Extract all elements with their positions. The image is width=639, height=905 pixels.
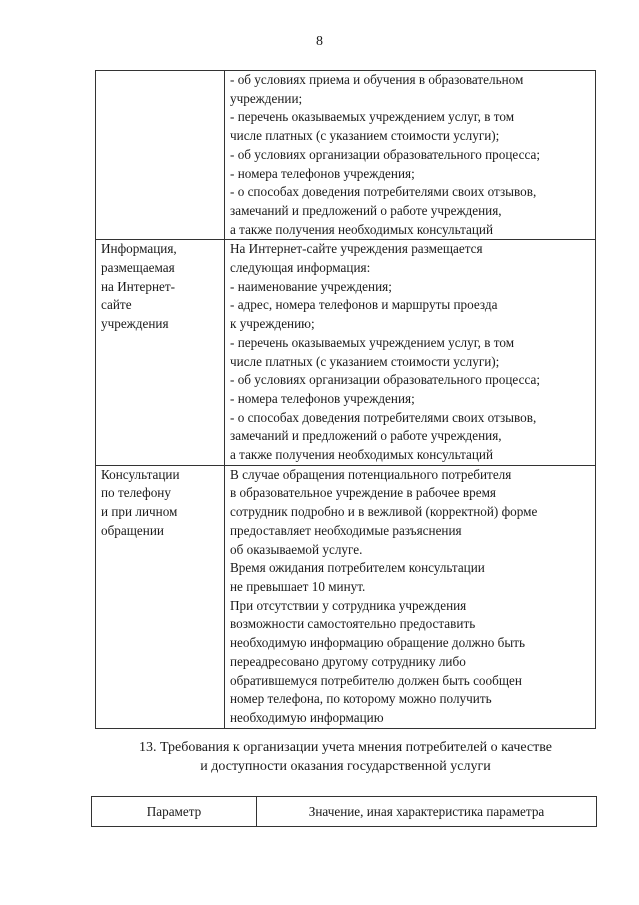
row-content bbox=[225, 240, 596, 465]
row-label bbox=[96, 465, 225, 728]
row-content bbox=[225, 71, 596, 240]
label-line: по телефону bbox=[101, 485, 171, 501]
text-line: числе платных (с указанием стоимости услуги); bbox=[230, 353, 500, 369]
text-line: в образовательное учреждение в рабочее время bbox=[230, 485, 497, 501]
text-line: предоставляет необходимые разъяснения bbox=[230, 522, 462, 538]
text-line: - номера телефонов учреждения; bbox=[230, 165, 415, 181]
text-line: Время ожидания потребителем консультации bbox=[230, 560, 485, 576]
text-line: В случае обращения потенциального потребителя bbox=[230, 466, 512, 482]
text-line: - адрес, номера телефонов и маршруты проезда bbox=[230, 297, 498, 313]
text-line: а также получения необходимых консультаций bbox=[230, 447, 494, 463]
text-line: - наименование учреждения; bbox=[230, 278, 392, 294]
text-line: - перечень оказываемых учреждением услуг, в том bbox=[230, 109, 515, 125]
heading-line: 13. Требования к организации учета мнения потребителей о качестве bbox=[139, 740, 552, 755]
text-line: номер телефона, по которому можно получить bbox=[230, 691, 492, 707]
label-line: учреждения bbox=[101, 316, 169, 332]
text-line: учреждении; bbox=[230, 90, 303, 106]
label-line: Консультации bbox=[101, 466, 180, 482]
text-line: а также получения необходимых консультаций bbox=[230, 221, 494, 237]
text-line: - об условиях приема и обучения в образовательном bbox=[230, 72, 524, 87]
row-label bbox=[96, 240, 225, 465]
text-line: об оказываемой услуге. bbox=[230, 541, 363, 557]
heading-line: и доступности оказания государственной услуги bbox=[200, 759, 491, 774]
label-line: Информация, bbox=[101, 241, 177, 257]
text-line: - перечень оказываемых учреждением услуг, в том bbox=[230, 334, 515, 350]
text-line: переадресовано другому сотруднику либо bbox=[230, 653, 466, 669]
column-header-value: Значение, иная характеристика параметра bbox=[257, 797, 597, 827]
table-row bbox=[96, 71, 596, 240]
text-line: - об условиях организации образовательного процесса; bbox=[230, 372, 540, 388]
text-line: - об условиях организации образовательного процесса; bbox=[230, 146, 540, 162]
text-line: сотрудник подробно и в вежливой (корректной) форме bbox=[230, 504, 538, 520]
text-line: возможности самостоятельно предоставить bbox=[230, 616, 476, 632]
table-row bbox=[96, 465, 596, 728]
text-line: числе платных (с указанием стоимости услуги); bbox=[230, 128, 500, 144]
label-line: и при личном bbox=[101, 504, 178, 520]
text-line: к учреждению; bbox=[230, 316, 315, 332]
text-line: замечаний и предложений о работе учреждения, bbox=[230, 428, 502, 444]
row-label bbox=[96, 71, 225, 240]
label-line: размещаемая bbox=[101, 260, 175, 276]
label-line: сайте bbox=[101, 297, 132, 313]
text-line: необходимую информацию bbox=[230, 709, 384, 725]
column-header-parameter: Параметр bbox=[92, 797, 257, 827]
text-line: следующая информация: bbox=[230, 260, 371, 276]
label-line: на Интернет- bbox=[101, 278, 176, 294]
info-table bbox=[95, 70, 596, 729]
parameter-table bbox=[91, 796, 597, 827]
table-row bbox=[96, 240, 596, 465]
label-line: обращении bbox=[101, 522, 164, 538]
table-header-row bbox=[92, 797, 597, 827]
text-line: не превышает 10 минут. bbox=[230, 578, 366, 594]
text-line: замечаний и предложений о работе учреждения, bbox=[230, 202, 502, 218]
text-line: - о способах доведения потребителями своих отзывов, bbox=[230, 409, 537, 425]
row-content bbox=[225, 465, 596, 728]
page-number: 8 bbox=[316, 34, 323, 49]
text-line: На Интернет-сайте учреждения размещается bbox=[230, 241, 483, 257]
text-line: При отсутствии у сотрудника учреждения bbox=[230, 597, 467, 613]
text-line: необходимую информацию обращение должно быть bbox=[230, 635, 526, 651]
section-13-heading bbox=[95, 738, 596, 776]
text-line: обратившемуся потребителю должен быть сообщен bbox=[230, 672, 522, 688]
text-line: - о способах доведения потребителями своих отзывов, bbox=[230, 184, 537, 200]
text-line: - номера телефонов учреждения; bbox=[230, 390, 415, 406]
